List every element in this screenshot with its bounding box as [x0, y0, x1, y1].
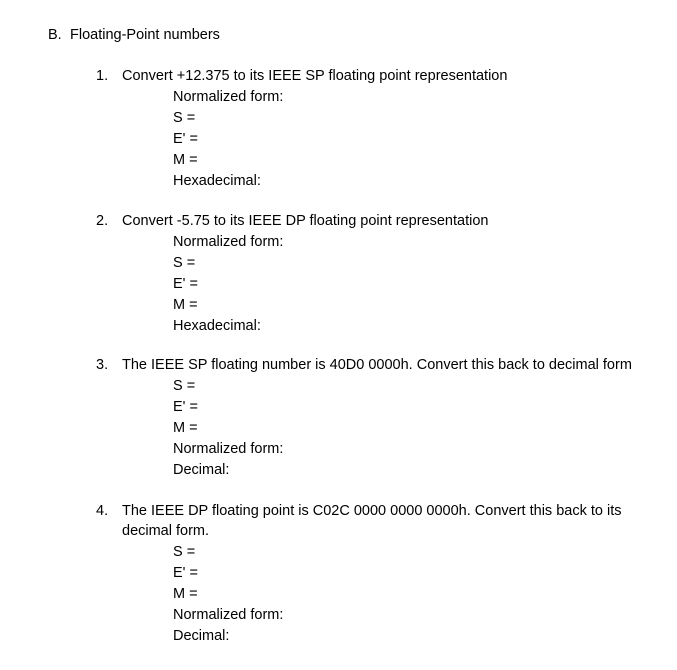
section-letter: B.: [48, 27, 62, 43]
problem-3: [96, 355, 674, 481]
answer-fields: [173, 376, 674, 481]
problem-prompt-text: The IEEE SP floating number is 40D0 0000h. Convert this back to decimal form: [122, 357, 632, 373]
problem-4: [96, 501, 674, 647]
field-mantissa: M =: [173, 152, 198, 168]
field-mantissa: M =: [173, 420, 198, 436]
field-exponent: E' =: [173, 131, 198, 147]
problem-prompt-text: Convert -5.75 to its IEEE DP floating point representation: [122, 213, 489, 229]
field-sign: S =: [173, 378, 196, 394]
problem-prompt: [122, 211, 674, 231]
field-decimal: Decimal:: [173, 628, 230, 644]
field-sign: S =: [173, 544, 196, 560]
problem-prompt: [122, 66, 674, 86]
field-normalized-form: Normalized form:: [173, 89, 284, 105]
problem-1: [96, 66, 674, 192]
problem-prompt: [122, 355, 674, 375]
field-sign: S =: [173, 255, 196, 271]
field-hexadecimal: Hexadecimal:: [173, 318, 261, 334]
section-title: Floating-Point numbers: [70, 27, 220, 43]
problem-prompt-text-continued: decimal form.: [122, 523, 210, 539]
answer-fields: [173, 232, 674, 337]
problem-number: 4.: [96, 503, 109, 519]
field-exponent: E' =: [173, 565, 198, 581]
field-decimal: Decimal:: [173, 462, 230, 478]
problem-number: 1.: [96, 68, 109, 84]
field-exponent: E' =: [173, 276, 198, 292]
problem-prompt-text: The IEEE DP floating point is C02C 0000 0000 0000h. Convert this back to its: [122, 503, 622, 519]
field-hexadecimal: Hexadecimal:: [173, 173, 261, 189]
field-mantissa: M =: [173, 586, 198, 602]
answer-fields: [173, 87, 674, 192]
field-normalized-form: Normalized form:: [173, 234, 284, 250]
field-exponent: E' =: [173, 399, 198, 415]
field-normalized-form: Normalized form:: [173, 607, 284, 623]
problem-prompt-text: Convert +12.375 to its IEEE SP floating point representation: [122, 68, 508, 84]
problem-2: [96, 211, 674, 337]
problem-prompt: [122, 501, 674, 541]
section-heading: [48, 25, 220, 45]
problem-number: 2.: [96, 213, 109, 229]
field-normalized-form: Normalized form:: [173, 441, 284, 457]
answer-fields: [173, 542, 674, 647]
field-mantissa: M =: [173, 297, 198, 313]
problem-number: 3.: [96, 357, 109, 373]
field-sign: S =: [173, 110, 196, 126]
